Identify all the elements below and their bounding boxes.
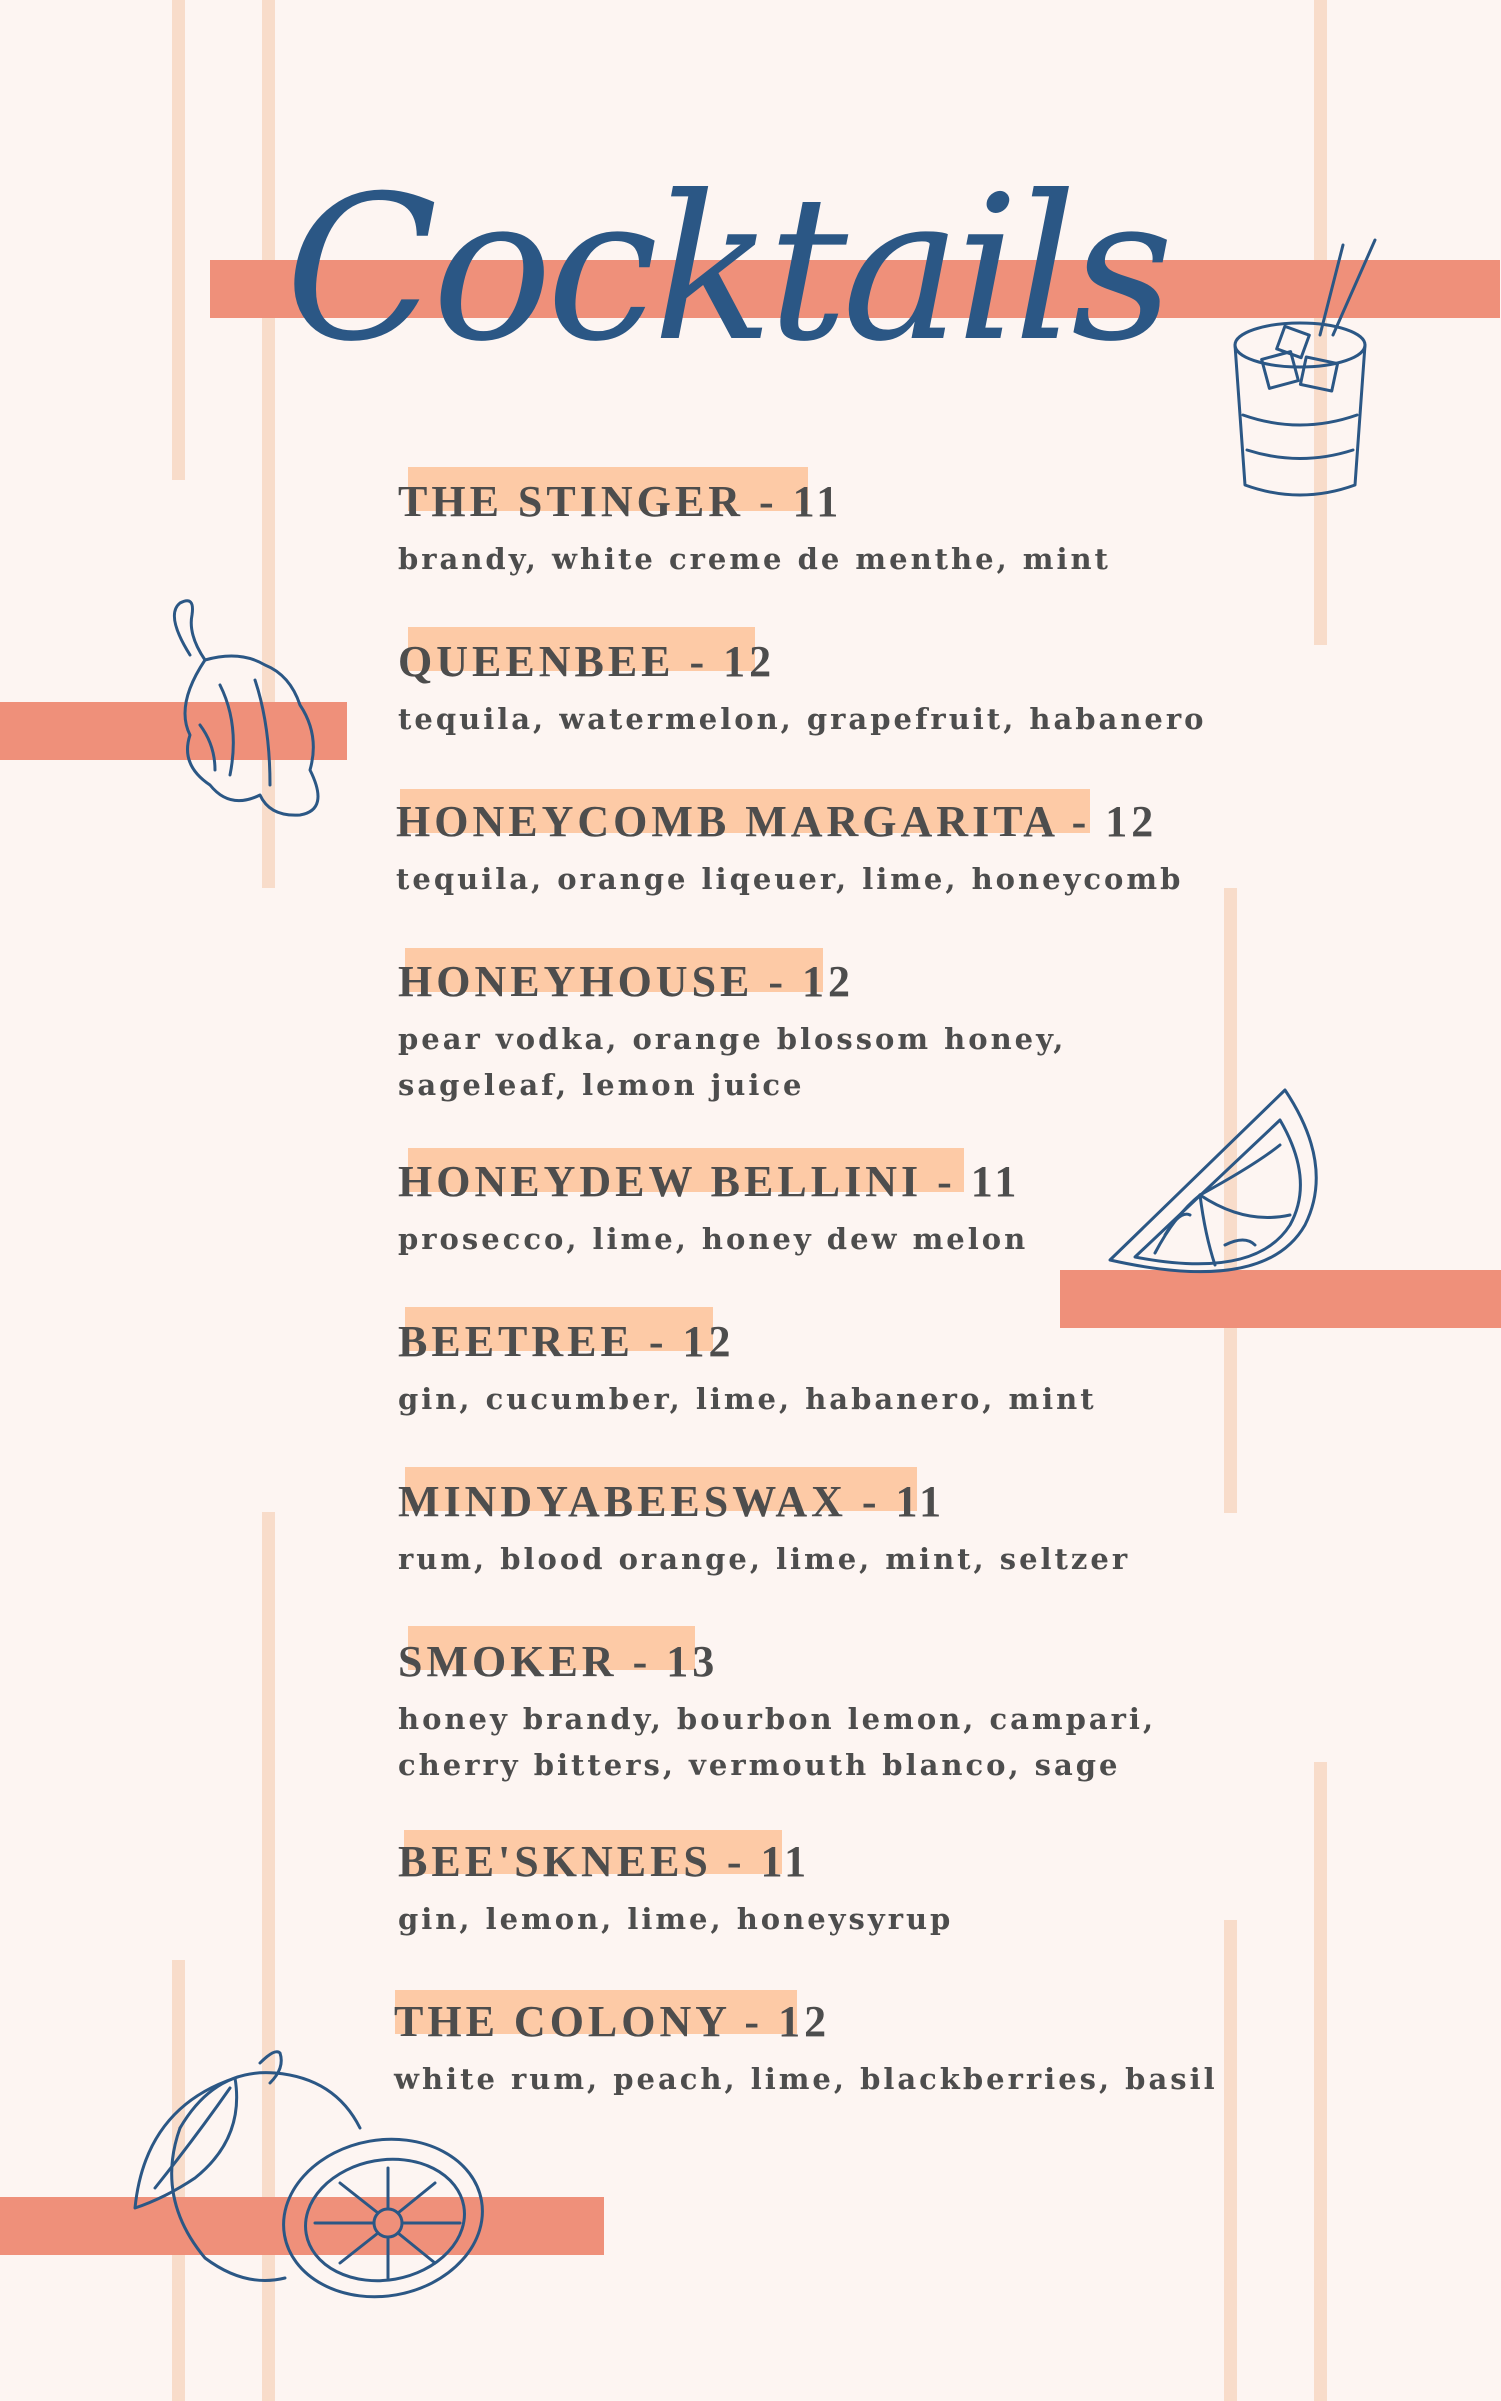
item-description: rum, blood orange, lime, mint, seltzer <box>398 1542 1131 1576</box>
decor-vertical-line <box>172 0 185 480</box>
orange-wedge-icon <box>1105 1085 1325 1305</box>
item-description-line-2: cherry bitters, vermouth blanco, sage <box>398 1748 1121 1782</box>
item-description: honey brandy, bourbon lemon, campari, <box>398 1702 1157 1736</box>
item-description: white rum, peach, lime, blackberries, basil <box>394 2062 1218 2096</box>
item-name: HONEYHOUSE - 12 <box>398 957 855 1006</box>
item-description: pear vodka, orange blossom honey, <box>398 1022 1067 1056</box>
item-name: THE STINGER - 11 <box>398 477 843 526</box>
item-description: gin, cucumber, lime, habanero, mint <box>398 1382 1097 1416</box>
orange-halves-icon <box>135 2048 495 2308</box>
item-description: tequila, orange liqeuer, lime, honeycomb <box>396 862 1184 896</box>
item-name: HONEYDEW BELLINI - 11 <box>398 1157 1021 1206</box>
cocktail-glass-icon <box>1225 235 1375 505</box>
habanero-pepper-icon <box>160 595 340 825</box>
item-name: HONEYCOMB MARGARITA - 12 <box>396 797 1158 846</box>
item-description-line-2: sageleaf, lemon juice <box>398 1068 805 1102</box>
decor-vertical-line <box>1224 1920 1237 2401</box>
item-name: MINDYABEESWAX - 11 <box>398 1477 946 1526</box>
item-name: SMOKER - 13 <box>398 1637 719 1686</box>
item-name: BEETREE - 12 <box>398 1317 735 1366</box>
item-name: BEE'SKNEES - 11 <box>398 1837 811 1886</box>
item-description: tequila, watermelon, grapefruit, habanero <box>398 702 1207 736</box>
item-description: brandy, white creme de menthe, mint <box>398 542 1111 576</box>
item-name: QUEENBEE - 12 <box>398 637 776 686</box>
decor-vertical-line <box>1314 1762 1327 2401</box>
item-description: prosecco, lime, honey dew melon <box>398 1222 1029 1256</box>
menu-title: Cocktails <box>285 153 1168 386</box>
item-description: gin, lemon, lime, honeysyrup <box>398 1902 954 1936</box>
item-name: THE COLONY - 12 <box>394 1997 831 2046</box>
